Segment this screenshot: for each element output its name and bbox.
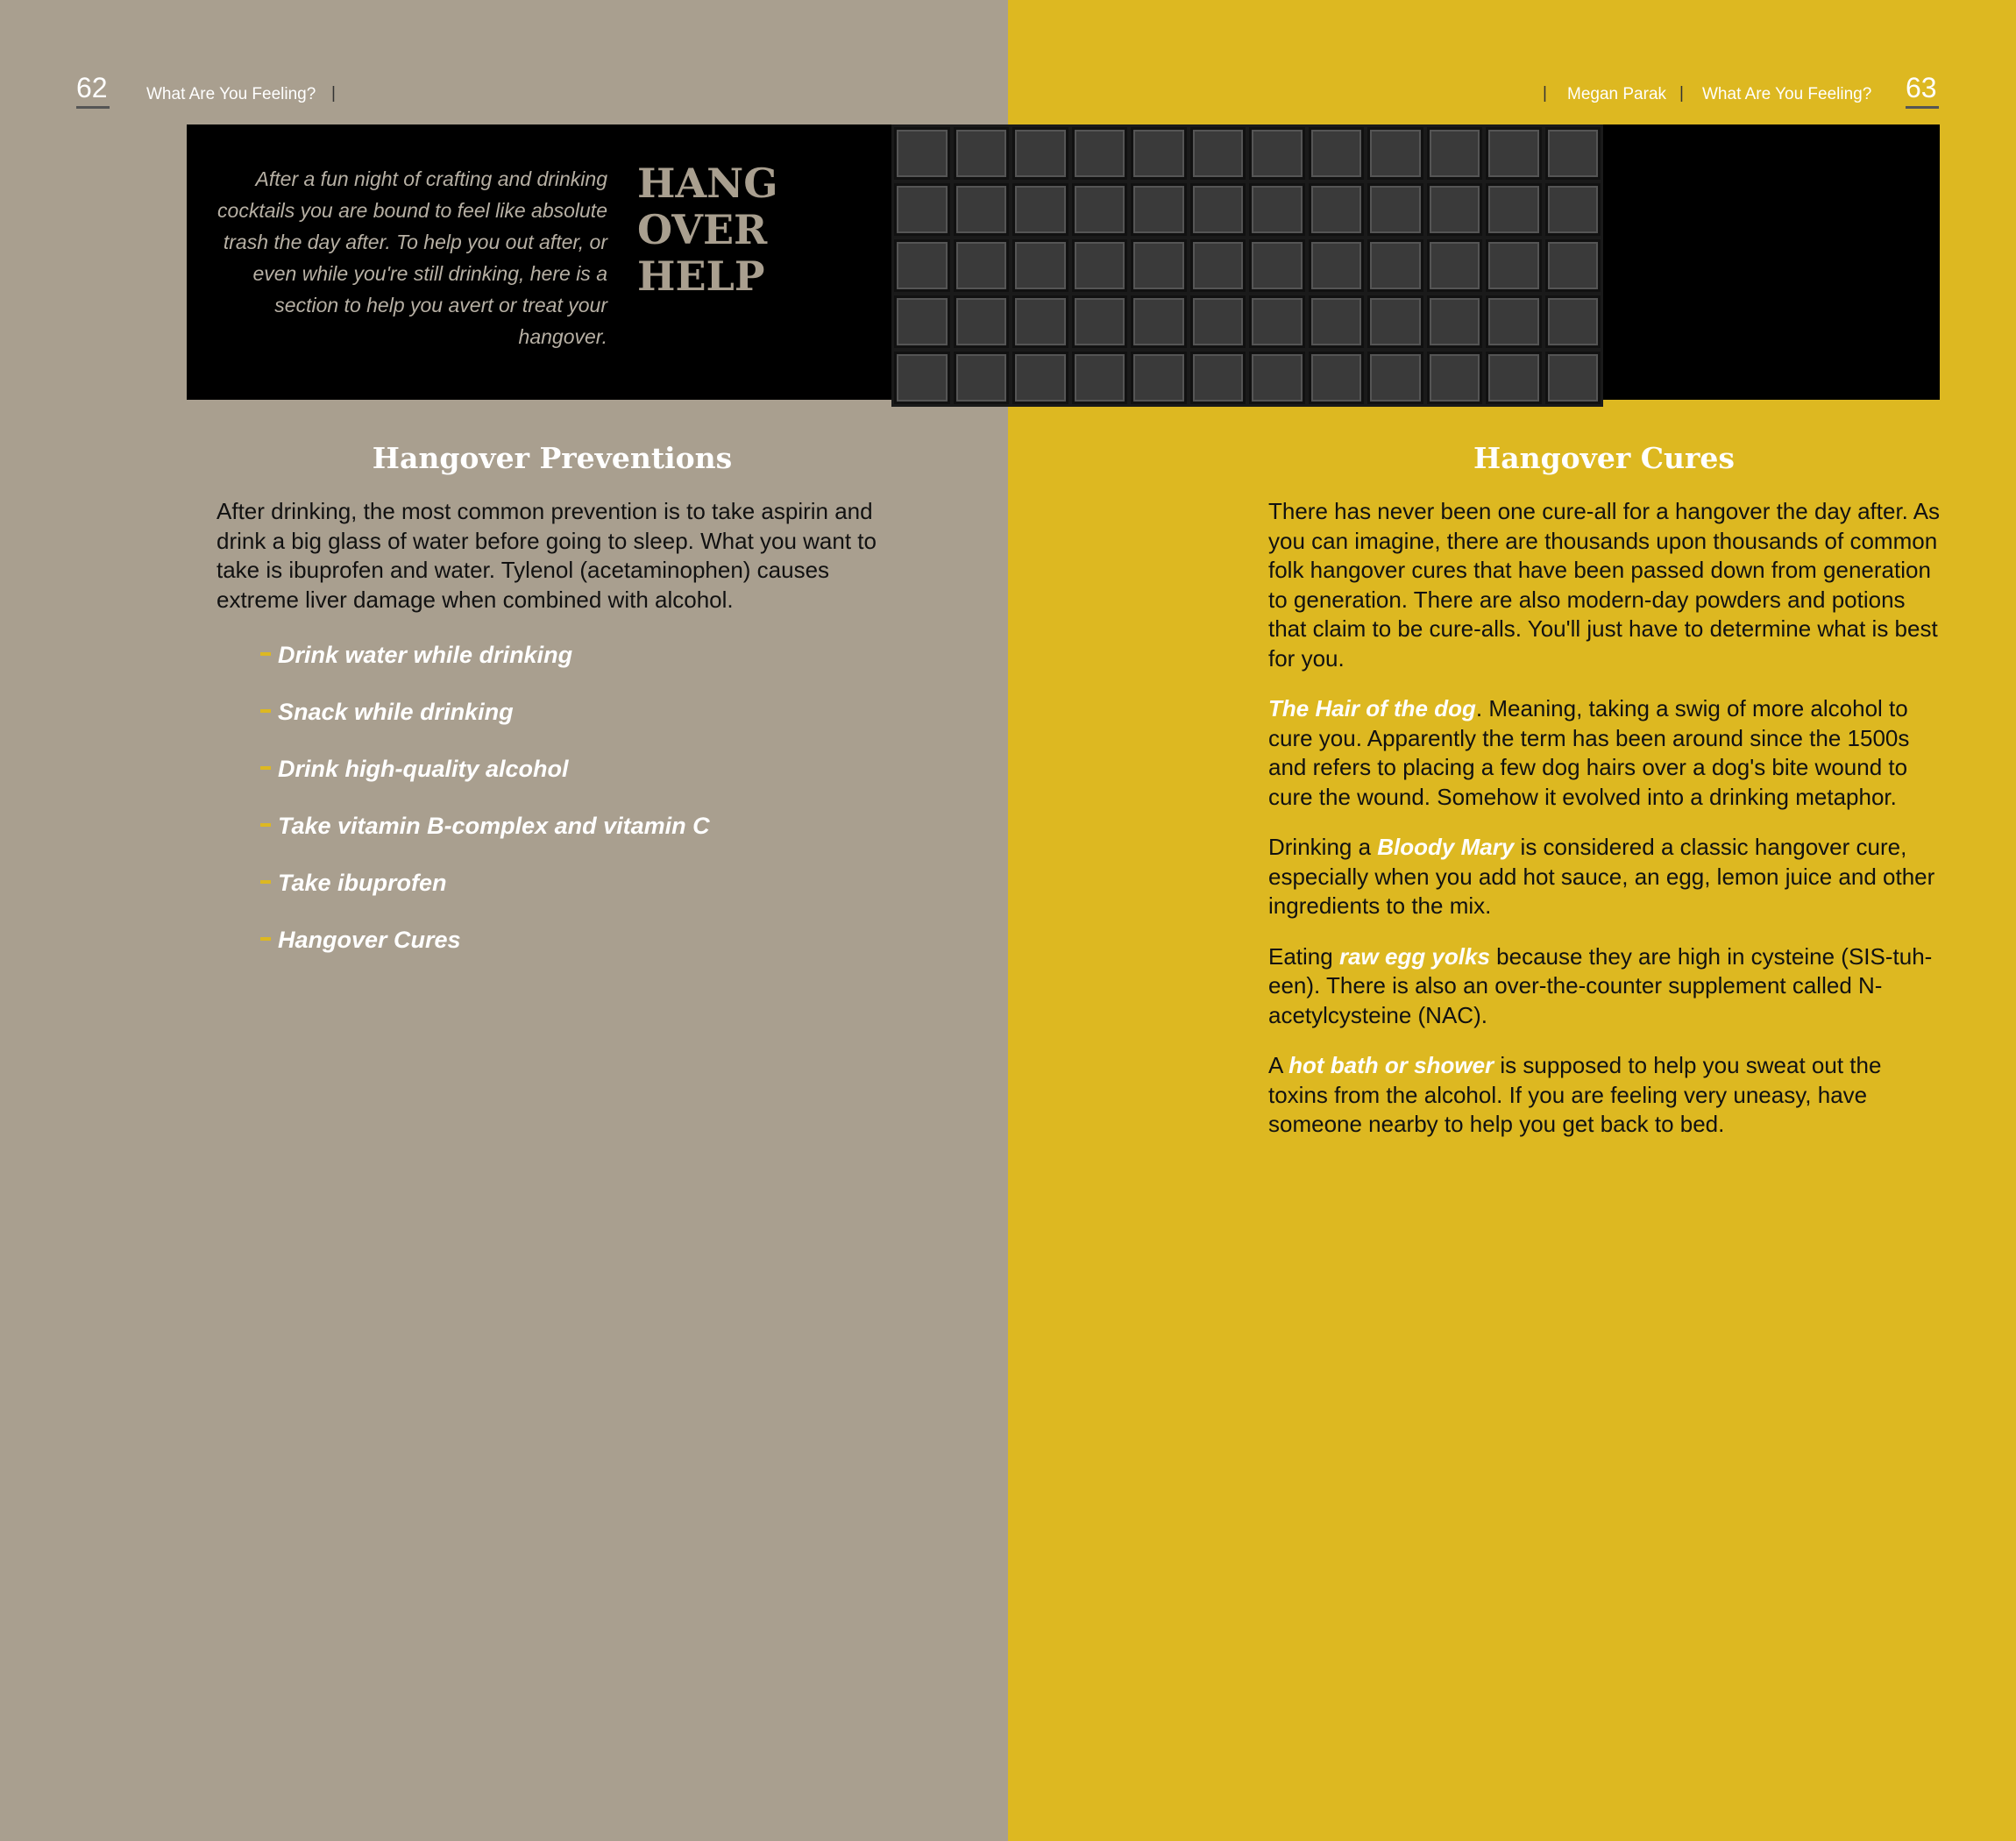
paragraph-text: . Meaning, taking a swig of more alcohol to cure you. Apparently the term has been around since the 1500s and refers to placing a few dog hairs over a dog's bite wound to cure the wound. Somehow it evolved into a drinking metaphor.: [1268, 695, 1910, 810]
cures-heading: Hangover Cures: [1473, 441, 1735, 475]
header-separator-left: |: [331, 84, 336, 103]
header-separator-right-2: |: [1679, 84, 1684, 103]
highlight-term: Bloody Mary: [1377, 834, 1515, 860]
grid-cell: [1545, 239, 1601, 292]
running-head-right: What Are You Feeling?: [1702, 85, 1872, 103]
cures-paragraph: [1268, 1051, 1943, 1140]
grid-cell: [1012, 239, 1068, 292]
header-separator-right-1: |: [1543, 84, 1547, 103]
highlight-term: The Hair of the dog: [1268, 695, 1476, 721]
grid-cell: [1367, 239, 1423, 292]
grid-cell: [1012, 352, 1068, 404]
list-item: [260, 752, 710, 809]
grid-cell: [1486, 127, 1542, 180]
grid-cell: [954, 239, 1010, 292]
dash-icon: [260, 652, 271, 656]
grid-cell: [1427, 295, 1483, 348]
grid-cell: [1012, 183, 1068, 236]
list-item-label: Snack while drinking: [278, 699, 514, 725]
grid-cell: [1309, 239, 1365, 292]
grid-cell: [1545, 352, 1601, 404]
grid-cell: [1072, 127, 1128, 180]
grid-cell: [1190, 239, 1246, 292]
grid-cell: [1072, 352, 1128, 404]
grid-cell: [1486, 239, 1542, 292]
grid-cell: [1190, 295, 1246, 348]
grid-cell: [1072, 239, 1128, 292]
page-number-right: 63: [1906, 72, 1937, 103]
dash-icon: [260, 766, 271, 770]
cures-body: [1268, 497, 1943, 1161]
dash-icon: [260, 823, 271, 827]
author-name: Megan Parak: [1567, 85, 1667, 103]
dash-icon: [260, 880, 271, 884]
list-item-label: Take ibuprofen: [278, 870, 447, 896]
grid-cell: [1012, 127, 1068, 180]
cures-paragraph: [1268, 694, 1943, 812]
grid-cell: [1486, 183, 1542, 236]
grid-cell: [1427, 183, 1483, 236]
grid-cell: [1427, 239, 1483, 292]
grid-cell: [1012, 295, 1068, 348]
list-item-label: Take vitamin B-complex and vitamin C: [278, 813, 710, 839]
banner-intro-text: After a fun night of crafting and drinking cocktails you are bound to feel like absolute trash the day after. To help you out after, or even while you're still drinking, here is a section to help you avert or treat your hangover.: [217, 167, 607, 348]
grid-cell: [1072, 295, 1128, 348]
list-item-label: Drink water while drinking: [278, 642, 573, 668]
grid-cell: [1131, 352, 1187, 404]
list-item-label: Drink high-quality alcohol: [278, 756, 569, 782]
grid-cell: [1131, 127, 1187, 180]
page-number-right-underline: [1906, 106, 1939, 109]
grid-cell: [1367, 352, 1423, 404]
grid-cell: [894, 127, 950, 180]
grid-cell: [1367, 127, 1423, 180]
dash-icon: [260, 709, 271, 713]
grid-cell: [954, 183, 1010, 236]
grid-cell: [954, 352, 1010, 404]
grid-cell: [1545, 183, 1601, 236]
grid-cell: [1367, 295, 1423, 348]
grid-cell: [894, 183, 950, 236]
grid-cell: [1190, 183, 1246, 236]
highlight-term: hot bath or shower: [1288, 1052, 1494, 1078]
preventions-intro-paragraph: After drinking, the most common prevention is to take aspirin and drink a big glass of water before going to sleep. What you want to take is ibuprofen and water. Tylenol (acetaminophen) causes extreme liver damage when combined with alcohol.: [217, 498, 877, 613]
grid-cell: [1367, 183, 1423, 236]
grid-cell: [1486, 295, 1542, 348]
section-title-line: OVER: [637, 206, 768, 253]
grid-cell: [1131, 183, 1187, 236]
list-item: [260, 923, 710, 980]
grid-cell: [1249, 127, 1305, 180]
dash-icon: [260, 937, 271, 941]
grid-cell: [1486, 352, 1542, 404]
grid-cell: [1545, 295, 1601, 348]
grid-cell: [1545, 127, 1601, 180]
list-item: [260, 866, 710, 923]
running-head-left: What Are You Feeling?: [146, 85, 316, 103]
grid-cell: [1309, 127, 1365, 180]
paragraph-text: because they are high in cysteine (SIS-tuh-een). There is also an over-the-counter supplement called N-acetylcysteine (NAC).: [1268, 942, 1933, 1028]
page-number-left: 62: [76, 72, 108, 103]
preventions-list: [260, 638, 710, 980]
grid-cell: [1249, 239, 1305, 292]
grid-cell: [894, 352, 950, 404]
grid-cell: [1190, 127, 1246, 180]
grid-cell: [894, 239, 950, 292]
paragraph-text: is considered a classic hangover cure, especially when you add hot sauce, an egg, lemon juice and other ingredients to the mix.: [1268, 834, 1935, 919]
paragraph-text: is supposed to help you sweat out the toxins from the alcohol. If you are feeling very uneasy, have someone nearby to help you get back to bed.: [1268, 1052, 1882, 1137]
grid-cell: [1249, 352, 1305, 404]
grid-cell: [1309, 352, 1365, 404]
paragraph-text: A: [1268, 1052, 1289, 1078]
highlight-term: raw egg yolks: [1338, 942, 1490, 970]
cures-paragraph: [1268, 833, 1943, 921]
grid-cell: [1427, 352, 1483, 404]
grid-cell: [1309, 295, 1365, 348]
section-title-line: HELP: [637, 252, 765, 300]
grid-cell: [1131, 239, 1187, 292]
ice-cube-pattern-graphic: [891, 124, 1603, 407]
preventions-heading: Hangover Preventions: [372, 441, 733, 475]
cures-paragraph: There has never been one cure-all for a hangover the day after. As you can imagine, there are thousands upon thousands of common folk hangover cures that have been passed down from generation to generation. There are also modern-day powders and potions that claim to be cure-alls. You'll just have to determine what is best for you.: [1268, 498, 1941, 672]
list-item: [260, 809, 710, 866]
grid-cell: [954, 127, 1010, 180]
paragraph-text: Drinking a: [1268, 834, 1378, 860]
grid-cell: [1249, 295, 1305, 348]
section-title-line: HANG: [637, 160, 778, 207]
cures-paragraph: [1268, 942, 1943, 1031]
preventions-intro: [217, 497, 888, 636]
grid-cell: [1190, 352, 1246, 404]
grid-cell: [1072, 183, 1128, 236]
list-item: [260, 695, 710, 752]
grid-cell: [954, 295, 1010, 348]
list-item: [260, 638, 710, 695]
paragraph-text: Eating: [1268, 942, 1339, 970]
section-title: [637, 160, 777, 300]
grid-cell: [1427, 127, 1483, 180]
grid-cell: [1309, 183, 1365, 236]
grid-cell: [1249, 183, 1305, 236]
grid-cell: [1131, 295, 1187, 348]
page-number-left-underline: [76, 106, 110, 109]
grid-cell: [894, 295, 950, 348]
list-item-label: Hangover Cures: [278, 927, 461, 953]
